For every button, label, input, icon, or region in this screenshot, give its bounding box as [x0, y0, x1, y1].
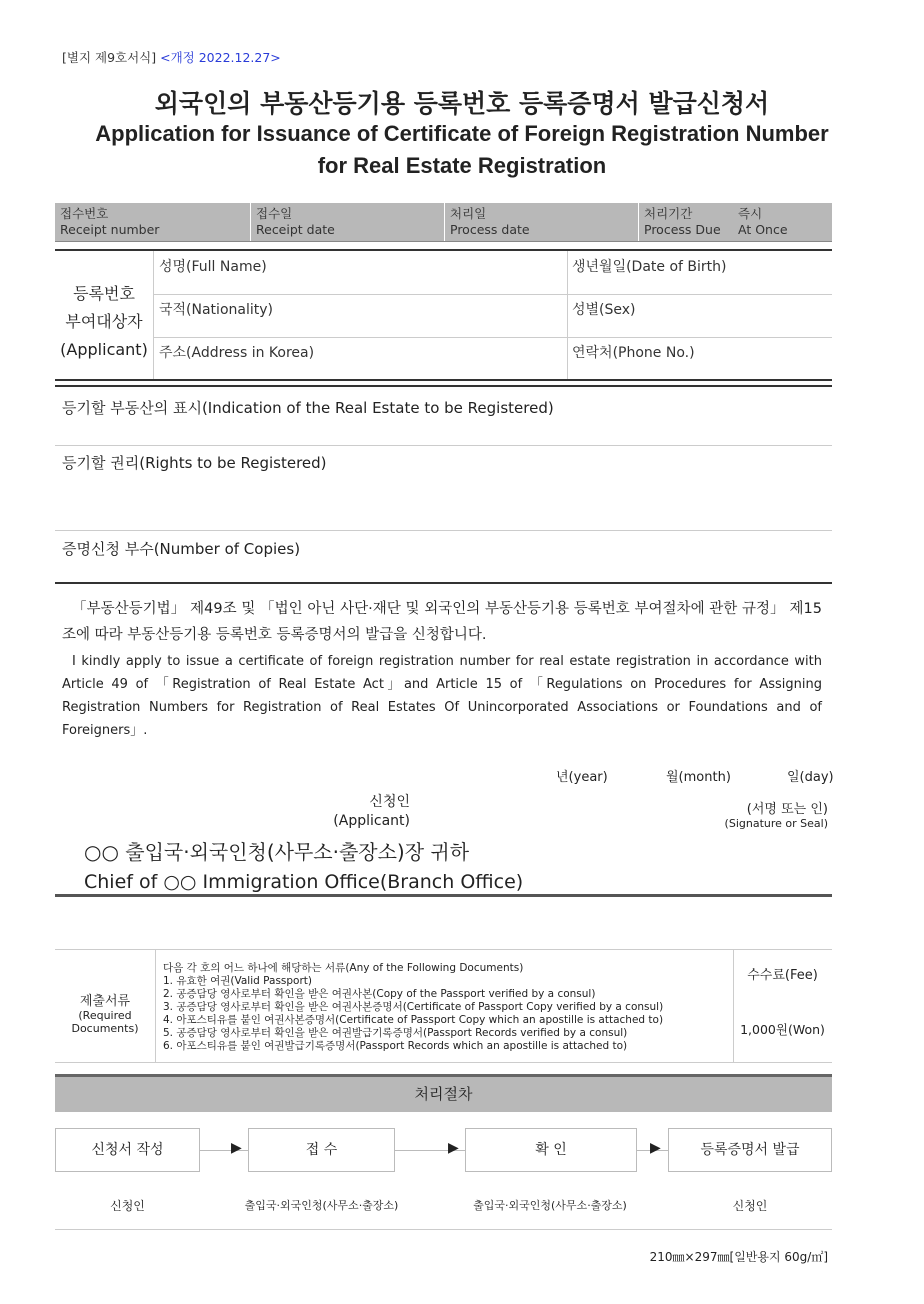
- full-name-field[interactable]: 성명(Full Name): [159, 259, 267, 275]
- paper-spec: 210㎜×297㎜[일반용지 60g/㎡]: [649, 1250, 828, 1264]
- dob-field[interactable]: 생년월일(Date of Birth): [572, 259, 727, 275]
- revision-date: <개정 2022.12.27>: [160, 50, 281, 65]
- statement-en: I kindly apply to issue a certificate of foreign registration number for real estate registration in accordance with Article 49 of 「Registration of Real Estate Act」and Article 15 of 「Regulations on Procedures for Assigning Registration Numbers for Registration of Real Estates Of Unincorporated Associations or Foundations and of Foreigners」.: [62, 654, 822, 738]
- step-issue-certificate: 등록증명서 발급: [668, 1128, 832, 1172]
- signer-ko: 신청인: [369, 794, 410, 810]
- real-estate-field[interactable]: 등기할 부동산의 표시(Indication of the Real Estate to be Registered): [62, 399, 554, 417]
- role-immigration: 출입국·외국인청(사무소·출장소): [244, 1199, 399, 1212]
- document-item: 6. 아포스티유를 붙인 여권발급기록증명서(Passport Records which an apostille is attached to): [163, 1040, 628, 1052]
- document-item: 5. 공증담당 영사로부터 확인을 받은 여권발급기록증명서(Passport Records verified by a consul): [163, 1027, 628, 1039]
- year-field[interactable]: 년(year): [556, 770, 608, 785]
- step-receipt: 접 수: [248, 1128, 395, 1172]
- nationality-field[interactable]: 국적(Nationality): [159, 302, 273, 318]
- rights-field[interactable]: 등기할 권리(Rights to be Registered): [62, 454, 327, 472]
- receipt-header: [55, 203, 832, 242]
- applicant-label: 등록번호 부여대상자 (Applicant): [60, 284, 148, 359]
- documents-list: 다음 각 호의 어느 하나에 해당하는 서류(Any of the Following Documents) 1. 유효한 여권(Valid Passport) 2. 공증담당 영사로부터 확인을 받은 여권사본(Copy of the Passport verified by a consul) 3. 공증담당 영사로부터 확인을 받은 여권사본증명서(Certificate of Passport Copy verified by a consul) 4. 아포스티유를 붙인 여권사본증명서(Certificate of Passport Copy which an apostille is attached to) 5. 공증담당 영사로부터 확인을 받은 여권발급기록증명서(Passport Records verified by a consul) 6. 아포스티유를 붙인 여권발급기록증명서(Passport Records which an apostille is attached to): [163, 962, 664, 1052]
- phone-field[interactable]: 연락처(Phone No.): [572, 345, 695, 361]
- addressee-ko: ○○ 출입국·외국인청(사무소·출장소)장 귀하: [84, 840, 470, 864]
- sex-field[interactable]: 성별(Sex): [572, 302, 636, 318]
- fee-amount: 1,000원(Won): [740, 1022, 825, 1037]
- arrow-icon: ▶: [231, 1140, 242, 1156]
- month-field[interactable]: 월(month): [666, 770, 731, 785]
- step-write-application: 신청서 작성: [55, 1128, 200, 1172]
- addressee-en: Chief of ○○ Immigration Office(Branch Office): [84, 871, 524, 893]
- role-immigration: 출입국·외국인청(사무소·출장소): [473, 1199, 627, 1212]
- form-number: [별지 제9호서식]: [62, 50, 157, 65]
- process-title: 처리절차: [55, 1077, 832, 1112]
- role-applicant: 신청인: [732, 1199, 768, 1213]
- role-applicant: 신청인: [110, 1199, 145, 1213]
- form-note: [62, 48, 281, 66]
- document-item: 3. 공증담당 영사로부터 확인을 받은 여권사본증명서(Certificate of Passport Copy verified by a consul): [163, 1001, 664, 1013]
- signature-en[interactable]: (Signature or Seal): [724, 817, 828, 830]
- process-due: 처리기간 Process Due: [638, 203, 733, 241]
- day-field[interactable]: 일(day): [787, 770, 834, 785]
- document-item: 4. 아포스티유를 붙인 여권사본증명서(Certificate of Passport Copy which an apostille is attached to): [163, 1014, 664, 1026]
- title-ko: 외국인의 부동산등기용 등록번호 등록증명서 발급신청서: [154, 89, 770, 118]
- receipt-date: 접수일 Receipt date: [250, 203, 444, 241]
- arrow-icon: ▶: [650, 1140, 661, 1156]
- step-confirm: 확 인: [465, 1128, 637, 1172]
- document-item: 1. 유효한 여권(Valid Passport): [163, 975, 312, 987]
- statement-ko: 「부동산등기법」 제49조 및 「법인 아닌 사단·재단 및 외국인의 부동산등기용 등록번호 부여절차에 관한 규정」 제15조에 따라 부동산등기용 등록번호 등록증명서의 발급을 신청합니다.: [62, 601, 822, 643]
- copies-field[interactable]: 증명신청 부수(Number of Copies): [62, 540, 301, 558]
- title-en-2: for Real Estate Registration: [317, 153, 607, 178]
- arrow-icon: ▶: [448, 1140, 459, 1156]
- signer-en: (Applicant): [333, 813, 410, 829]
- title-en-1: Application for Issuance of Certificate of Foreign Registration Number: [95, 121, 829, 146]
- address-field[interactable]: 주소(Address in Korea): [159, 345, 315, 361]
- process-date: 처리일 Process date: [444, 203, 638, 241]
- at-once: 즉시 At Once: [738, 206, 788, 237]
- fee-label: 수수료(Fee): [747, 968, 818, 983]
- receipt-number: 접수번호 Receipt number: [60, 206, 160, 237]
- signature-ko[interactable]: (서명 또는 인): [746, 802, 828, 817]
- document-item: 2. 공증담당 영사로부터 확인을 받은 여권사본(Copy of the Passport verified by a consul): [163, 988, 596, 1000]
- documents-label: 제출서류 (Required Documents): [71, 994, 139, 1035]
